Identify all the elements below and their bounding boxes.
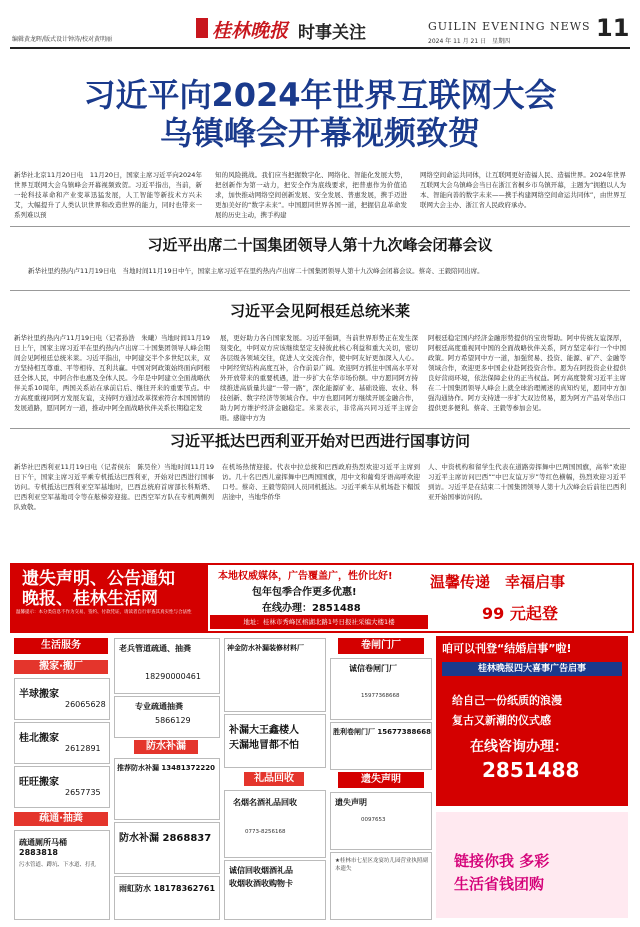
- issue-date: 2024 年 11 月 21 日 星期四: [428, 38, 511, 45]
- story3-headline: 习近平会见阿根廷总统米莱: [229, 302, 410, 320]
- ad-life-header: 生活服务: [14, 638, 108, 654]
- section-title: 时事关注: [298, 23, 366, 43]
- editors-credit: 编辑黄龙晖/版式设计钟涛/校对黄明丽: [12, 36, 113, 43]
- ad-drain-item-title: 疏通厕所马桶 2883818: [19, 838, 67, 857]
- ad-gift-item2-sub: 收烟收酒收购物卡: [229, 879, 293, 888]
- ad-banner-title-line1: 遗失声明、公告通知: [22, 569, 175, 589]
- story1-headline-line2: 乌镇峰会开幕视频致贺: [159, 114, 480, 152]
- story2-headline: 习近平出席二十国集团领导人第十九次峰会闭幕会议: [147, 236, 493, 254]
- ad-groupbuy-line2: 生活省钱团购: [454, 875, 545, 893]
- divider: [10, 428, 630, 429]
- ad-gift-item1-title: 名烟名酒礼品回收: [233, 798, 297, 807]
- ad-pipe-item2-title: 专业疏通抽粪: [135, 702, 183, 711]
- ad-drain-item: [14, 830, 110, 920]
- ad-marriage-line2: 复古又新潮的仪式感: [452, 714, 551, 727]
- paper-logo-mark: [196, 18, 208, 38]
- ad-waterproof-header: 防水补漏: [134, 740, 198, 754]
- story4-headline: 习近平抵达巴西利亚开始对巴西进行国事访问: [169, 432, 470, 450]
- ad-moving-item3-phone: 2657735: [65, 788, 101, 797]
- story3-col1: 新华社里约热内卢11月19日电（记者孙浩 朱曦）当地时间11月19日上午，国家主席习近平在里约热内卢出席二十国集团领导人峰会期间会见阿根廷总统米莱。习近平指出，中阿建交半个多世纪以来，双方坚持相互尊重、平等相待、互利共赢。中国对阿政策始终面向阿根廷全体人民，中阿合作也惠及全体人民。今年是中阿建立全面战略伙伴关系10周年，两国关系站在承前启后、继往开来的重要节点。中方高度重视同阿方发展友谊，支持阿方通过改革探索符合本国国情的发展道路，愿同阿方一道，推动中阿全面战略伙伴关系长期稳定发: [14, 334, 210, 412]
- ad-moving-item3-name: 旺旺搬家: [19, 777, 59, 788]
- ad-door-item1: [330, 658, 432, 720]
- ad-banner-price: 99 元起登: [482, 604, 558, 623]
- ad-waterproof-item3-title: 雨虹防水 18178362761: [119, 884, 216, 893]
- ad-pipe-item1-title: 老兵管道疏通、抽粪: [119, 644, 191, 653]
- ad-gift-item1: [224, 790, 326, 858]
- ad-marriage-phone: 2851488: [482, 758, 580, 782]
- masthead-rule: [10, 47, 630, 49]
- ad-moving-item2: [14, 722, 110, 764]
- ad-banner-line2: 包年包季合作更多优惠!: [252, 587, 357, 598]
- ad-marriage-block: [436, 636, 628, 806]
- ad-door-item1-title: 诚信卷闸门厂: [349, 664, 397, 673]
- story1-col1: 新华社北京11月20日电 11月20日，国家主席习近平向2024年世界互联网大会乌镇峰会开幕视频致贺。习近平指出，当前，新一轮科技革命和产业变革迅猛发展，人工智能等新技术方兴未艾，大幅提升了人类认识世界和改造世界的能力，同时也带来一系列难以预: [14, 171, 202, 219]
- story1-headline-line1: 习近平向2024年世界互联网大会: [83, 76, 557, 114]
- ad-lost-item1-title: 遗失声明: [335, 798, 367, 807]
- ad-repair-item1: [224, 638, 326, 712]
- divider: [10, 290, 630, 291]
- story4-col2: 在机场热情迎接。代表中拉总统和巴西政府热烈欢迎习近平主席到访。几十名巴西儿童挥舞中巴两国国旗，用中文和葡萄牙语高呼欢迎口号。蔡奇、王毅等陪同人员同机抵达。习近平乘车从机场赴下榻饭店途中，当地华侨华: [222, 463, 420, 501]
- ad-lost-item1: [330, 792, 432, 850]
- ad-banner-note: 温馨提示：本分类信息不作为交易、签约、付款凭证，请读者自行审查其真实性与合法性: [16, 610, 192, 615]
- ad-lost-item2: [330, 852, 432, 920]
- ad-lost-header: 遗失声明: [338, 772, 424, 788]
- story3-col2: 展，更好助力各自国家发展。习近平强调，当前世界形势正在发生深刻变化，中阿双方应该继续坚定支持彼此核心利益和重大关切，密切各层级各领域交往，促进人文交流合作，使中阿友好更加深入人心。中阿经贸结构高度互补，合作前景广阔。欢迎阿方抓住中国高水平对外开放带来的重要机遇，进一步扩大在华市场份额。中方愿同阿方持续推进高质量共建“一带一路”，深化能源矿业、基础设施、农业、科技创新、数字经济等领域合作。中方也愿同阿方继续开展金融合作，助力阿方维护经济金融稳定。米莱表示，非常高兴同习近平主席会晤。感谢中方为: [220, 334, 418, 422]
- ad-marriage-sub: 桂林晚报四大喜事广告启事: [442, 662, 622, 676]
- ad-waterproof-item3: [114, 876, 220, 920]
- ad-groupbuy-line1: 链接你我 多彩: [454, 852, 550, 870]
- story2-body: 新华社里约热内卢11月19日电 当地时间11月19日中午，国家主席习近平在里约热内卢出席二十国集团领导人第十九次峰会闭幕会议。蔡奇、王毅陪同出席。: [28, 267, 484, 275]
- ad-pipe-item2: [114, 696, 220, 738]
- story1-col2: 知的风险挑战。我们应当把握数字化、网络化、智能化发展大势，把创新作为第一动力，把安全作为底线要求，把普惠作为价值追求，加快推动网络空间创新发展、安全发展、普惠发展，携手迈进更加美好的“数字未来”。中国愿同世界各国一道，把握信息革命发展的历史主动，携手构建: [215, 171, 407, 219]
- ad-repair-item2-sub: 天漏地冒都不怕: [229, 740, 299, 751]
- ad-pipe-item1-phone: 18290000461: [145, 672, 201, 681]
- ad-moving-item1-phone: 26065628: [65, 700, 106, 709]
- ad-banner-right-line1: 温馨传递 幸福启事: [430, 573, 566, 591]
- story4-col3: 人、中资机构和留学生代表在道路旁挥舞中巴两国国旗，高举“欢迎习近平主席访问巴西”“中巴友谊万岁”等红色横幅，热烈欢迎习近平到访。习近平是在结束二十国集团领导人第十九次峰会后前往巴西利亚开始国事访问的。: [428, 463, 626, 501]
- ad-lost-item2-text: ★桂林市七星区龙宴坊儿园营业执照副本遗失: [335, 858, 428, 872]
- ad-repair-item2: [224, 714, 326, 768]
- ad-gift-item2-title: 诚信回收烟酒礼品: [229, 866, 293, 875]
- ad-repair-item1-title: 神金防水补漏装修材料厂: [227, 644, 304, 652]
- ad-waterproof-item1: [114, 758, 220, 820]
- ad-gift-header: 礼品回收: [244, 772, 304, 786]
- ad-pipe-item1: [114, 638, 220, 694]
- ad-drain-item-note: 污水管道、蹲坑、下水道、打孔: [19, 862, 97, 868]
- paper-english-name: GUILIN EVENING NEWS: [428, 20, 591, 33]
- ad-waterproof-item2-title: 防水补漏 2868837: [119, 833, 212, 844]
- ad-drain-header: 疏通·抽粪: [14, 812, 108, 826]
- ad-gift-item1-phone: 0773-8256168: [245, 829, 286, 835]
- ad-banner-line1: 本地权威媒体，广告覆盖广，性价比好!: [218, 571, 393, 582]
- story1-col3: 网络空间命运共同体，让互联网更好造福人民、造福世界。2024年世界互联网大会乌镇峰会当日在浙江省桐乡市乌镇开幕，主题为“拥抱以人为本、智能向善的数字未来——携手构建网络空间命运共同体”，由世界互联网大会主办、浙江省人民政府承办。: [420, 171, 626, 209]
- ad-pipe-item2-phone: 5866129: [155, 716, 191, 725]
- ad-marriage-line1: 给自己一份纸质的浪漫: [452, 694, 562, 707]
- ad-marriage-header: 咱可以刊登“结婚启事”啦!: [442, 642, 572, 655]
- ad-moving-item2-phone: 2612891: [65, 744, 101, 753]
- divider: [10, 226, 630, 227]
- story3-col3: 阿根廷稳定国内经济金融形势提供的宝贵帮助。阿中传统友谊深厚，阿根廷高度重视同中国的全面战略伙伴关系，阿方坚定奉行一个中国政策。阿方希望同中方一道，加强贸易、投资、能源、矿产、金融等领域合作，欢迎更多中国企业赴阿投资合作。愿为在阿投资企业提供良好营商环境，依法保障企业的正当权益。阿方高度赞赏习近平主席在二十国集团领导人峰会上就全球治理阐述的真知灼见，愿同中方加强沟通协作。阿方支持进一步扩大双边贸易，愿为阿方产品对华出口提供更多便利。蔡奇、王毅等参加会见。: [428, 334, 626, 412]
- ad-door-header: 卷闸门厂: [338, 638, 424, 654]
- paper-name: 桂林晚报: [212, 20, 289, 42]
- ad-groupbuy-block: [436, 812, 628, 918]
- ad-repair-item2-title: 补漏大王鑫楼人: [229, 725, 299, 736]
- ad-moving-item3: [14, 766, 110, 808]
- ad-moving-item2-name: 桂北搬家: [19, 733, 59, 744]
- ad-moving-item1-name: 半球搬家: [19, 689, 59, 700]
- ad-door-item2: [330, 722, 432, 770]
- ad-banner-address: 地址：桂林市秀峰区榕湖北路1号日报社采编大楼1楼: [210, 615, 428, 629]
- story4-col1: 新华社巴西利亚11月19日电（记者侯东 陈昊佺）当地时间11月19日下午，国家主席习近平乘专机抵达巴西利亚，开始对巴西进行国事访问。专机抵达巴西利亚空军基地时，巴西总统府首席部长科斯塔、巴西利亚空军基地司令等在舷梯旁迎接。巴西空军方队在专机两侧列队致敬。: [14, 463, 214, 511]
- ad-waterproof-item1-title: 推荐防水补漏 13481372220: [117, 764, 216, 772]
- ad-moving-item1: [14, 678, 110, 720]
- ad-door-item2-title: 胜利卷闸门厂 15677388668: [333, 728, 432, 736]
- ad-gift-item2: [224, 860, 326, 920]
- ad-banner-left: [12, 565, 208, 631]
- ad-moving-header: 搬家·搬厂: [14, 660, 108, 674]
- page-number: 11: [596, 14, 630, 42]
- ad-banner-title-line2: 晚报、桂林生活网: [22, 589, 158, 609]
- ad-lost-item1-number: 0097653: [361, 817, 386, 823]
- ad-door-item1-phone: 15977368668: [361, 693, 400, 699]
- ad-waterproof-item2: [114, 822, 220, 874]
- ad-banner-phone: 在线办理：2851488: [262, 603, 361, 614]
- classified-ad-banner: [10, 563, 634, 633]
- ad-marriage-phone-label: 在线咨询办理：: [470, 739, 568, 755]
